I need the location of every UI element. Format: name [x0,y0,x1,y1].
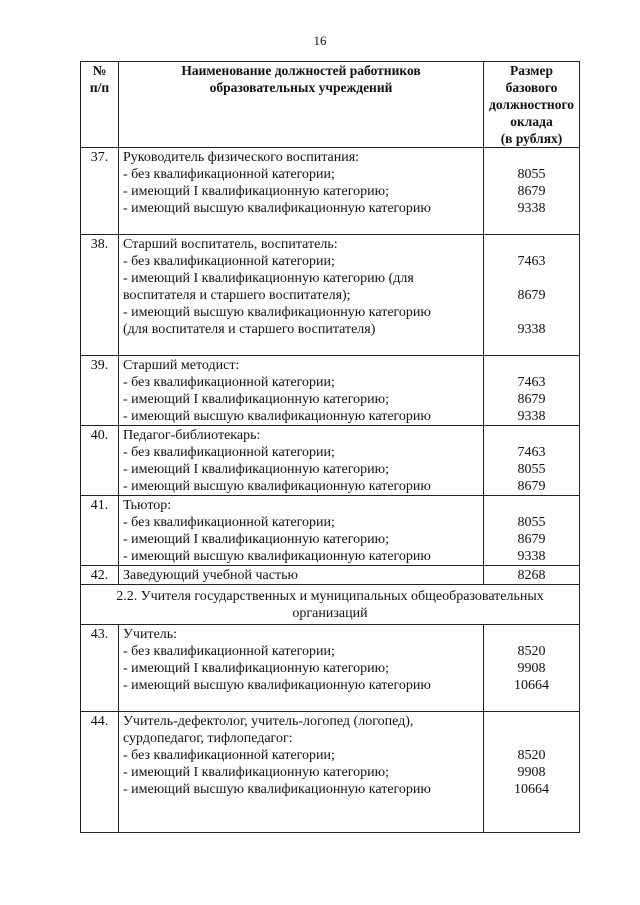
salary-value: 7463 [517,254,546,269]
salary-value [484,270,579,287]
position-line: - имеющий высшую квалификационную категорию [123,305,431,320]
table-row [81,235,580,356]
header-salary-size [484,62,580,148]
salary-value [484,236,579,253]
header-size-line: (в рублях) [500,131,563,146]
salary-value [484,357,579,374]
section-heading-line: организаций [292,606,368,621]
salary-value: 9908 [517,661,546,676]
row-spacing [123,338,477,355]
salary-value [484,497,579,514]
row-number: 37. [81,148,119,235]
salary-value: 9338 [517,549,546,564]
salary-value: 8679 [517,288,546,303]
section-heading-row [81,585,580,625]
row-number: 38. [81,235,119,356]
position-line: - имеющий I квалификационную категорию; [123,392,389,407]
header-size-line: базового [505,80,558,95]
position-description [119,712,484,833]
table-row [81,148,580,235]
salary-value: 10664 [514,782,549,797]
salary-value: 9338 [517,409,546,424]
position-line: - имеющий I квалификационную категорию; [123,765,389,780]
position-line: Руководитель физического воспитания: [123,150,360,165]
position-description [119,566,484,585]
position-line: - имеющий высшую квалификационную категорию [123,678,431,693]
position-line: Старший методист: [123,358,240,373]
salary-value: 7463 [517,445,546,460]
position-line: воспитателя и старшего воспитателя); [123,288,351,303]
section-heading [81,585,580,625]
row-number: 43. [81,625,119,712]
position-line: - без квалификационной категории; [123,748,335,763]
header-size-line: оклада [510,114,553,129]
position-line: Заведующий учебной частью [123,568,298,583]
row-number: 39. [81,356,119,426]
table-row [81,356,580,426]
header-number [81,62,119,148]
table-row [81,625,580,712]
header-number-line: п/п [89,80,110,95]
header-name-line: Наименование должностей работников [181,63,421,78]
position-line: Учитель-дефектолог, учитель-логопед (логопед), [123,714,414,729]
position-description [119,496,484,566]
salary-value: 8679 [517,532,546,547]
salary-value: 9908 [517,765,546,780]
table-row [81,566,580,585]
row-spacing [123,815,477,832]
row-spacing [123,694,477,711]
position-line: - без квалификационной категории; [123,167,335,182]
salary-value: 8520 [517,748,546,763]
salary-value: 8055 [517,167,546,182]
position-line: (для воспитателя и старшего воспитателя) [123,322,376,337]
position-line: - без квалификационной категории; [123,515,335,530]
page-number: 16 [313,33,327,48]
salary-value: 8679 [517,184,546,199]
header-size-line: Размер [510,63,553,78]
salary-value [484,730,579,747]
salary-value [484,304,579,321]
salary-values [484,426,580,496]
salary-value: 8520 [517,644,546,659]
salary-values [484,496,580,566]
header-size-line: должностного [489,97,574,112]
position-line: - без квалификационной категории; [123,254,335,269]
header-number-line: № [92,63,107,78]
position-line: - имеющий I квалификационную категорию (для [123,271,414,286]
position-description [119,235,484,356]
row-number: 40. [81,426,119,496]
position-line: - имеющий I квалификационную категорию; [123,184,389,199]
position-line: - имеющий высшую квалификационную категорию [123,479,431,494]
salary-value: 8055 [517,462,546,477]
salary-values [484,148,580,235]
salary-values [484,235,580,356]
position-line: Учитель: [123,627,178,642]
salary-value [484,149,579,166]
header-name-line: образовательных учреждений [209,80,393,95]
row-number: 42. [81,566,119,585]
salary-values [484,712,580,833]
salary-value: 8268 [517,568,546,583]
salary-value: 9338 [517,201,546,216]
table-row [81,426,580,496]
position-description [119,426,484,496]
position-line: - без квалификационной категории; [123,644,335,659]
salary-values [484,356,580,426]
salary-value: 8679 [517,392,546,407]
row-number: 44. [81,712,119,833]
row-spacing [123,798,477,815]
position-description [119,148,484,235]
position-line: - имеющий высшую квалификационную категорию [123,549,431,564]
position-line: сурдопедагог, тифлопедагог: [123,731,293,746]
salary-table [80,61,580,833]
position-line: - имеющий I квалификационную категорию; [123,661,389,676]
position-line: - имеющий высшую квалификационную категорию [123,201,431,216]
salary-value: 7463 [517,375,546,390]
row-number: 41. [81,496,119,566]
row-spacing [123,217,477,234]
position-description [119,356,484,426]
salary-value [484,427,579,444]
salary-value: 8679 [517,479,546,494]
header-position-name [119,62,484,148]
position-line: Тьютор: [123,498,172,513]
position-line: - имеющий высшую квалификационную категорию [123,782,431,797]
salary-values [484,625,580,712]
position-line: - имеющий высшую квалификационную категорию [123,409,431,424]
table-row [81,496,580,566]
position-line: - имеющий I квалификационную категорию; [123,532,389,547]
position-description [119,625,484,712]
salary-value: 9338 [517,322,546,337]
table-header-row [81,62,580,148]
salary-value: 8055 [517,515,546,530]
position-line: Педагог-библиотекарь: [123,428,261,443]
salary-values [484,566,580,585]
position-line: - без квалификационной категории; [123,375,335,390]
position-line: - имеющий I квалификационную категорию; [123,462,389,477]
table-row [81,712,580,833]
salary-value [484,713,579,730]
section-heading-line: 2.2. Учителя государственных и муниципальных общеобразовательных [116,589,544,604]
position-line: Старший воспитатель, воспитатель: [123,237,338,252]
salary-value: 10664 [514,678,549,693]
salary-value [484,626,579,643]
position-line: - без квалификационной категории; [123,445,335,460]
